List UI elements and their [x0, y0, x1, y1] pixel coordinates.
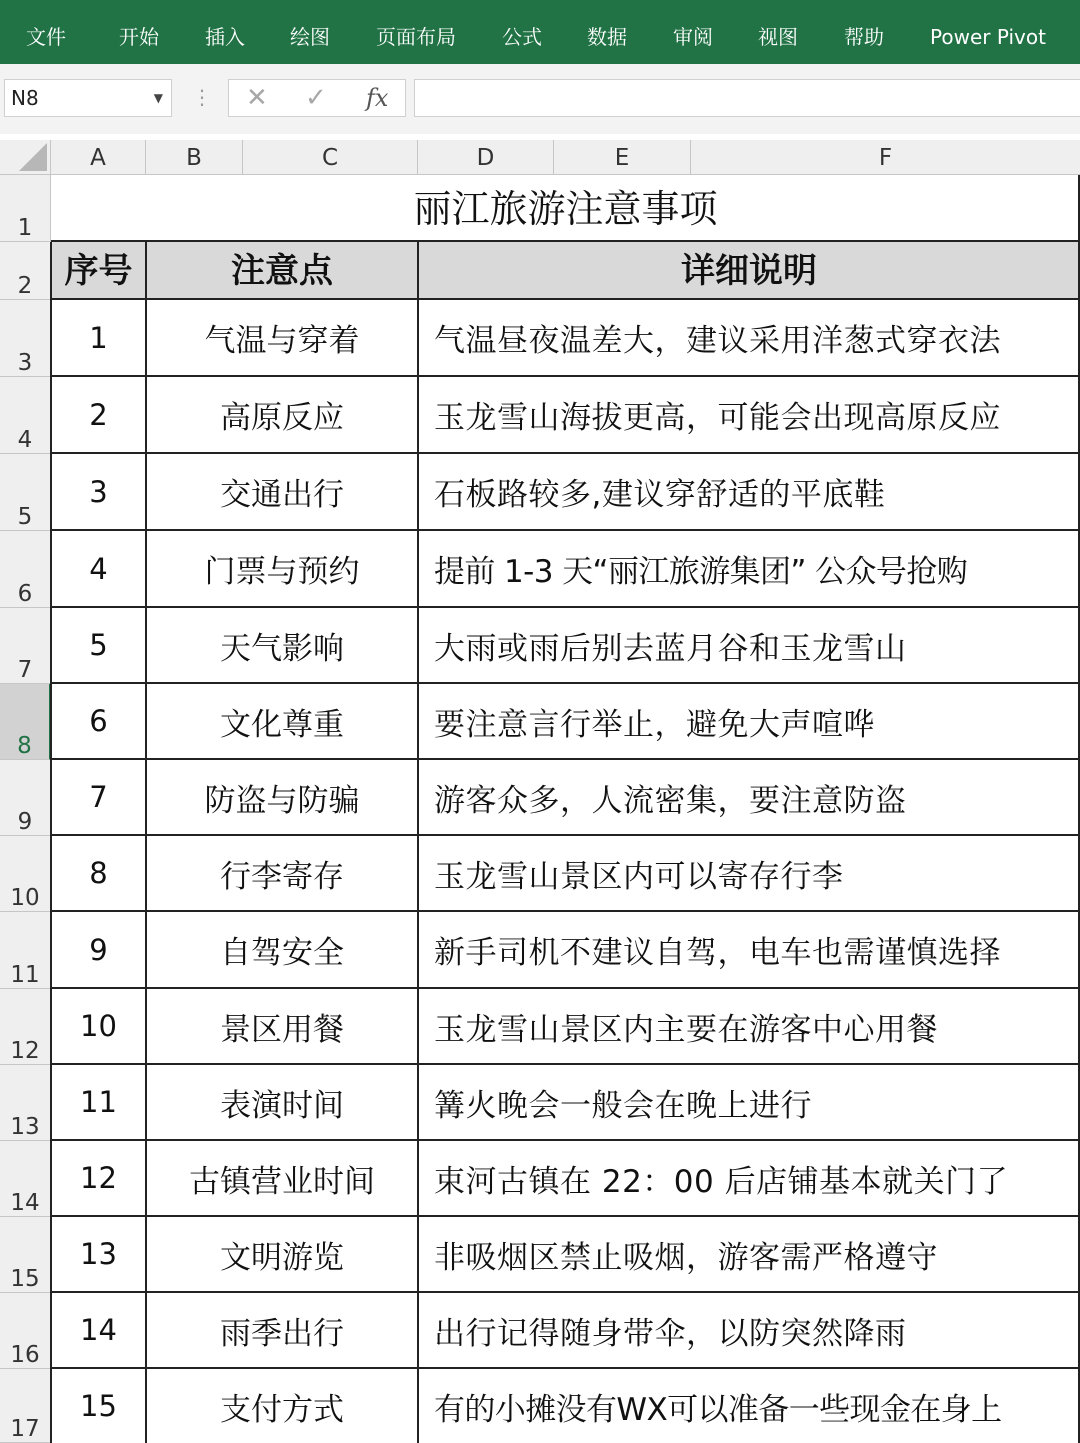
- grid-border: [417, 242, 419, 1443]
- row-number: 7: [17, 657, 33, 683]
- row-header-13[interactable]: [0, 1065, 51, 1141]
- table-row: [51, 1369, 1080, 1443]
- cell-point[interactable]: 文化尊重: [220, 706, 344, 743]
- table-row: [51, 531, 1080, 608]
- row-header-6[interactable]: [0, 531, 51, 608]
- row-number: 16: [10, 1342, 40, 1368]
- tab-help[interactable]: 帮助: [844, 25, 884, 49]
- row-header-11[interactable]: [0, 912, 51, 989]
- tab-insert[interactable]: 插入: [205, 25, 245, 49]
- cell-no[interactable]: 14: [80, 1313, 117, 1347]
- more-options-icon[interactable]: ⋮: [192, 85, 212, 109]
- row-header-4[interactable]: [0, 377, 51, 454]
- row-number: 6: [17, 581, 33, 607]
- insert-function-icon[interactable]: fx: [366, 84, 389, 112]
- header-detail[interactable]: 详细说明: [681, 251, 817, 291]
- cell-point[interactable]: 天气影响: [220, 630, 344, 667]
- table-row: [51, 454, 1080, 531]
- cancel-icon[interactable]: ✕: [246, 83, 268, 113]
- row-number: 17: [10, 1416, 40, 1442]
- row-header-12[interactable]: [0, 989, 51, 1065]
- name-box[interactable]: [4, 79, 172, 117]
- cell-no[interactable]: 6: [89, 704, 108, 738]
- tab-home[interactable]: 开始: [119, 25, 159, 49]
- row-number: 12: [10, 1038, 40, 1064]
- table-row: [51, 1065, 1080, 1141]
- cell-no[interactable]: 12: [80, 1161, 117, 1195]
- tab-data[interactable]: 数据: [587, 25, 627, 49]
- column-header-f[interactable]: F: [878, 145, 893, 171]
- tab-draw[interactable]: 绘图: [290, 25, 330, 49]
- cell-point[interactable]: 自驾安全: [220, 935, 344, 971]
- column-headers: [0, 140, 1080, 175]
- tab-formulas[interactable]: 公式: [502, 25, 542, 49]
- cell-point[interactable]: 交通出行: [220, 477, 344, 513]
- table-row: [51, 912, 1080, 989]
- row-header-17[interactable]: [0, 1369, 51, 1443]
- header-no[interactable]: 序号: [64, 251, 133, 291]
- cell-no[interactable]: 5: [89, 628, 108, 662]
- table-row: [51, 1217, 1080, 1293]
- row-number: 14: [10, 1190, 40, 1216]
- row-number: 4: [17, 427, 33, 453]
- tab-review[interactable]: 审阅: [673, 25, 713, 49]
- row-header-2[interactable]: [0, 242, 51, 300]
- cell-detail[interactable]: 大雨或雨后别去蓝月谷和玉龙雪山: [434, 630, 907, 667]
- grid-border: [145, 242, 147, 1443]
- column-header-a[interactable]: A: [51, 140, 146, 174]
- cell-point[interactable]: 雨季出行: [220, 1315, 344, 1352]
- table-row: [51, 989, 1080, 1065]
- cell-no[interactable]: 4: [89, 551, 108, 586]
- cell-no[interactable]: 10: [80, 1009, 117, 1043]
- cell-no[interactable]: 15: [80, 1389, 117, 1423]
- cell-detail[interactable]: 玉龙雪山海拔更高，可能会出现高原反应: [434, 400, 1001, 436]
- cell-no[interactable]: 7: [89, 780, 108, 814]
- cell-point[interactable]: 文明游览: [220, 1239, 344, 1276]
- cell-point[interactable]: 高原反应: [220, 400, 344, 436]
- cell-no[interactable]: 13: [80, 1237, 117, 1271]
- table-row: [51, 377, 1080, 454]
- table-row: [51, 760, 1080, 836]
- cell-no[interactable]: 2: [89, 397, 108, 432]
- cell-no[interactable]: 1: [89, 320, 108, 355]
- tab-page-layout[interactable]: 页面布局: [376, 25, 456, 49]
- cell-point[interactable]: 行李寄存: [220, 858, 344, 895]
- cell-point[interactable]: 表演时间: [220, 1087, 344, 1124]
- row-header-15[interactable]: [0, 1217, 51, 1293]
- table-row: [51, 300, 1080, 377]
- row-header-16[interactable]: [0, 1293, 51, 1369]
- table-row: [51, 836, 1080, 912]
- select-all-icon: [19, 143, 47, 171]
- row-header-10[interactable]: [0, 836, 51, 912]
- cell-detail[interactable]: 游客众多，人流密集，要注意防盗: [434, 782, 907, 819]
- formula-bar: [0, 64, 1080, 134]
- select-all-button[interactable]: [0, 140, 51, 174]
- cell-detail[interactable]: 束河古镇在 22：00 后店铺基本就关门了: [434, 1163, 1009, 1200]
- row-number: 13: [10, 1114, 40, 1140]
- column-header-d[interactable]: D: [418, 140, 554, 174]
- cell-detail[interactable]: 非吸烟区禁止吸烟，游客需严格遵守: [434, 1239, 938, 1276]
- cell-no[interactable]: 9: [89, 932, 108, 967]
- row-number: 2: [17, 273, 33, 299]
- cell-point[interactable]: 门票与预约: [204, 554, 360, 590]
- cell-point[interactable]: 景区用餐: [220, 1011, 344, 1048]
- cell-detail[interactable]: 玉龙雪山景区内可以寄存行李: [434, 858, 844, 895]
- cell-no[interactable]: 3: [89, 474, 108, 509]
- column-header-c[interactable]: C: [243, 140, 418, 174]
- row-number: 1: [17, 215, 33, 241]
- cell-detail[interactable]: 提前 1-3 天“丽江旅游集团” 公众号抢购: [434, 554, 968, 590]
- cell-detail[interactable]: 石板路较多,建议穿舒适的平底鞋: [434, 477, 886, 513]
- row-number: 11: [10, 962, 40, 988]
- cell-detail[interactable]: 要注意言行举止，避免大声喧哗: [434, 706, 875, 743]
- table-header-row: [51, 242, 1080, 300]
- row-header-14[interactable]: [0, 1141, 51, 1217]
- table-row: [51, 1141, 1080, 1217]
- row-number: 10: [10, 885, 40, 911]
- row-number: 8: [17, 733, 32, 759]
- row-header-9[interactable]: [0, 760, 51, 836]
- sheet-title[interactable]: 丽江旅游注意事项: [51, 175, 1080, 242]
- table-row: [51, 684, 1080, 760]
- column-header-e[interactable]: E: [554, 140, 691, 174]
- column-header-b[interactable]: B: [146, 140, 243, 174]
- dropdown-arrow-icon[interactable]: ▼: [153, 91, 163, 105]
- cell-detail[interactable]: 篝火晚会一般会在晚上进行: [434, 1087, 812, 1124]
- cell-point[interactable]: 防盗与防骗: [204, 782, 360, 819]
- table-row: [51, 1293, 1080, 1369]
- row-number: 5: [17, 504, 33, 530]
- row-number: 3: [17, 350, 33, 376]
- grid-border: [50, 242, 52, 1443]
- row-header-5[interactable]: [0, 454, 51, 531]
- table-row: [51, 608, 1080, 684]
- tab-view[interactable]: 视图: [758, 25, 798, 49]
- row-header-1[interactable]: [0, 175, 51, 242]
- row-number: 15: [10, 1266, 40, 1292]
- tab-power-pivot[interactable]: Power Pivot: [930, 25, 1046, 49]
- cell-point[interactable]: 支付方式: [220, 1391, 344, 1428]
- ribbon: [0, 0, 1080, 64]
- cell-no[interactable]: 8: [89, 856, 108, 890]
- cell-detail[interactable]: 出行记得随身带伞，以防突然降雨: [434, 1315, 907, 1352]
- name-box-value: N8: [11, 86, 39, 110]
- header-point[interactable]: 注意点: [231, 251, 333, 291]
- cell-point[interactable]: 古镇营业时间: [189, 1163, 375, 1200]
- row-header-3[interactable]: [0, 300, 51, 377]
- formula-buttons: [228, 79, 406, 117]
- cell-detail[interactable]: 气温昼夜温差大，建议采用洋葱式穿衣法: [434, 323, 1001, 359]
- row-header-8[interactable]: [0, 684, 51, 760]
- enter-icon[interactable]: ✓: [305, 83, 327, 113]
- row-header-7[interactable]: [0, 608, 51, 684]
- row-number: 9: [17, 809, 33, 835]
- cell-detail[interactable]: 玉龙雪山景区内主要在游客中心用餐: [434, 1011, 938, 1048]
- formula-input[interactable]: [414, 79, 1080, 117]
- cell-point[interactable]: 气温与穿着: [204, 323, 360, 359]
- tab-file[interactable]: 文件: [26, 25, 66, 49]
- cell-detail[interactable]: 新手司机不建议自驾，电车也需谨慎选择: [434, 935, 1001, 971]
- cell-no[interactable]: 11: [80, 1085, 117, 1119]
- cell-detail[interactable]: 有的小摊没有WX可以准备一些现金在身上: [434, 1391, 1002, 1428]
